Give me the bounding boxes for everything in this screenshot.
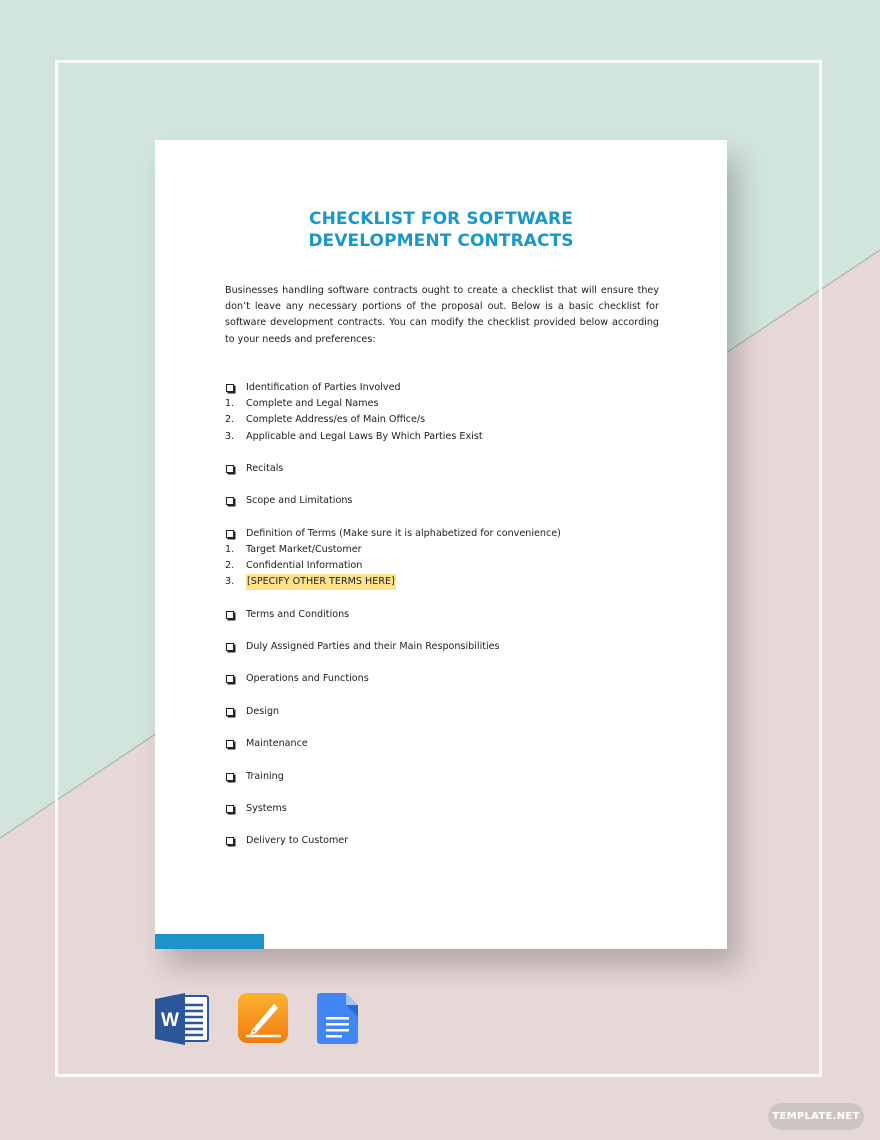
checkbox-icon <box>225 801 245 819</box>
checklist-text: Identification of Parties Involved <box>246 382 401 393</box>
checklist-subitem <box>225 412 665 428</box>
word-letter: W <box>161 1010 179 1031</box>
checkbox-square <box>226 611 234 619</box>
template-net-watermark: TEMPLATE.NET <box>768 1103 864 1130</box>
apple-pages-icon[interactable] <box>238 993 290 1045</box>
checklist-item <box>225 461 665 477</box>
checklist-text: Applicable and Legal Laws By Which Parties Exist <box>246 430 483 442</box>
checklist-item <box>225 769 665 785</box>
list-number: 1. <box>225 398 235 410</box>
checkbox-square <box>226 740 234 748</box>
checklist-item <box>225 671 665 687</box>
checkbox-icon <box>225 461 245 479</box>
checkbox-square <box>226 530 234 538</box>
checkbox-icon <box>225 639 245 657</box>
checklist-item <box>225 526 665 542</box>
checklist <box>225 380 665 849</box>
checklist-item <box>225 833 665 849</box>
checklist-text: Maintenance <box>246 738 308 750</box>
checkbox-square <box>226 675 234 683</box>
list-number: 2. <box>225 560 235 572</box>
checkbox-square <box>226 497 234 505</box>
checklist-text: Terms and Conditions <box>246 608 350 620</box>
checklist-text: Target Market/Customer <box>246 543 362 555</box>
checkbox-square <box>226 708 234 716</box>
highlighted-placeholder: [SPECIFY OTHER TERMS HERE] <box>246 574 396 590</box>
checklist-subitem <box>225 574 665 590</box>
checkbox-icon <box>225 736 245 754</box>
checkbox-icon <box>225 704 245 722</box>
checklist-text: Duly Assigned Parties and their Main Responsibilities <box>246 641 500 652</box>
checkbox-icon <box>225 671 245 689</box>
checklist-text: Complete Address/es of Main Office/s <box>246 414 426 426</box>
checklist-text: Operations and Functions <box>246 673 369 685</box>
checklist-subitem <box>225 429 665 445</box>
list-number: 1. <box>225 543 235 555</box>
list-number: 2. <box>225 414 235 426</box>
checklist-text: Recitals <box>246 462 284 474</box>
checkbox-square <box>226 465 234 473</box>
checklist-text: Systems <box>246 802 287 814</box>
checklist-item <box>225 801 665 817</box>
checklist-text: Training <box>246 770 284 782</box>
checklist-text: Complete and Legal Names <box>246 398 379 410</box>
checklist-text: Confidential Information <box>246 560 363 572</box>
checklist-text: Scope and Limitations <box>246 495 353 507</box>
checkbox-square <box>226 773 234 781</box>
microsoft-word-icon[interactable] <box>155 993 209 1045</box>
list-number: 3. <box>225 576 235 588</box>
list-number: 3. <box>225 430 235 442</box>
google-docs-icon[interactable] <box>317 993 361 1045</box>
checklist-item <box>225 607 665 623</box>
checklist-item <box>225 493 665 509</box>
intro-paragraph: Businesses handling software contracts ought to create a checklist that will ensure they don’t leave any necessary portions of the proposal out. Below is a basic checklist for software development contracts. You can modify the checklist provided below according to your needs and preferences: <box>225 285 659 345</box>
page-accent-bar <box>155 934 264 949</box>
checklist-item <box>225 639 665 655</box>
checklist-item <box>225 704 665 720</box>
checklist-text: Design <box>246 705 280 717</box>
document-title <box>155 208 727 252</box>
checklist-subitem <box>225 542 665 558</box>
checkbox-icon <box>225 607 245 625</box>
checkbox-icon <box>225 493 245 511</box>
checkbox-square <box>226 643 234 651</box>
checklist-subitem <box>225 558 665 574</box>
checkbox-square <box>226 805 234 813</box>
title-line-1: CHECKLIST FOR SOFTWARE <box>309 209 573 229</box>
checklist-item <box>225 380 665 396</box>
checkbox-icon <box>225 833 245 851</box>
checklist-item <box>225 736 665 752</box>
checkbox-square <box>226 384 234 392</box>
checkbox-square <box>226 837 234 845</box>
title-line-2: DEVELOPMENT CONTRACTS <box>308 231 574 251</box>
checkbox-icon <box>225 769 245 787</box>
checklist-text: Delivery to Customer <box>246 835 349 847</box>
checklist-subitem <box>225 396 665 412</box>
document-page <box>155 140 727 949</box>
app-icons <box>155 993 365 1045</box>
checklist-text: Definition of Terms (Make sure it is alphabetized for convenience) <box>246 527 561 539</box>
